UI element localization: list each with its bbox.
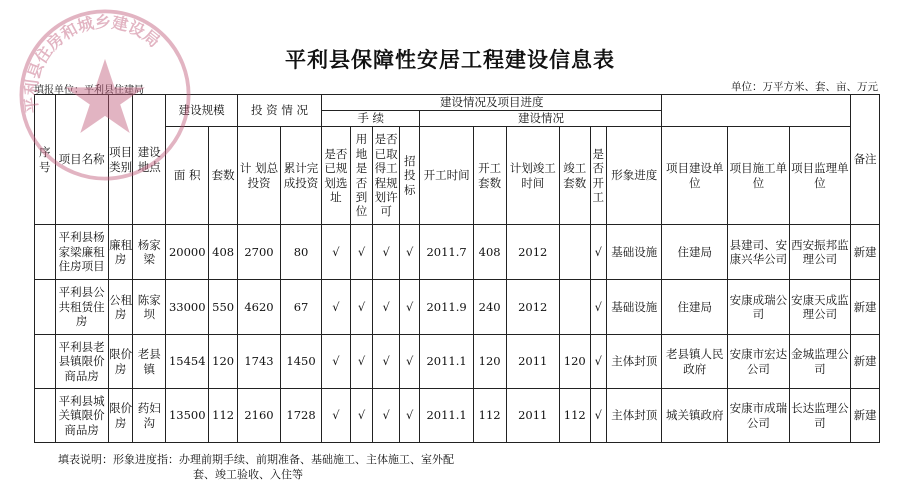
cell-project-name: 平利县城关镇限价商品房 — [55, 389, 108, 443]
footnote-line-2: 套、竣工验收、入住等 — [193, 468, 303, 481]
header-completed-sets: 竣工套数 — [559, 127, 590, 225]
header-started-sets: 开工套数 — [473, 127, 506, 225]
cell-seq — [35, 225, 56, 280]
cell-start-date: 2011.1 — [420, 389, 473, 443]
header-project-name: 项目名称 — [55, 95, 108, 225]
cell-permit: √ — [373, 280, 400, 335]
cell-contractor: 安康成瑞公司 — [728, 280, 790, 335]
cell-completed-sets — [559, 225, 590, 280]
header-seq: 序号 — [35, 95, 56, 225]
cell-site-selected: √ — [322, 280, 351, 335]
cell-cumulative-investment: 67 — [281, 280, 322, 335]
cell-remarks: 新建 — [851, 225, 880, 280]
cell-started: √ — [590, 280, 606, 335]
cell-seq — [35, 280, 56, 335]
cell-builder: 城关镇政府 — [662, 389, 728, 443]
header-site: 建设地点 — [133, 95, 166, 225]
footnote — [58, 452, 454, 482]
footnote-line-1: 填表说明：形象进度指：办理前期手续、前期准备、基础施工、主体施工、室外配 — [58, 453, 454, 466]
header-started: 是否开工 — [590, 127, 606, 225]
header-land-in-place: 用地是否到位 — [350, 127, 373, 225]
header-construction: 建设情况 — [420, 111, 662, 127]
cell-land: √ — [350, 280, 373, 335]
cell-planned-investment: 2160 — [237, 389, 280, 443]
header-builder: 项目建设单位 — [662, 127, 728, 225]
cell-land: √ — [350, 225, 373, 280]
cell-started-sets: 112 — [473, 389, 506, 443]
cell-tender: √ — [399, 335, 420, 389]
cell-progress-stage: 主体封顶 — [607, 389, 662, 443]
cell-builder: 住建局 — [662, 280, 728, 335]
cell-supervisor: 安康天成监理公司 — [789, 280, 851, 335]
header-sets: 套数 — [209, 127, 238, 225]
cell-sets: 120 — [209, 335, 238, 389]
cell-planned-completion: 2011 — [506, 335, 559, 389]
table-row — [35, 280, 880, 335]
cell-planned-investment: 1743 — [237, 335, 280, 389]
cell-site-selected: √ — [322, 225, 351, 280]
cell-started: √ — [590, 335, 606, 389]
cell-start-date: 2011.1 — [420, 335, 473, 389]
cell-remarks: 新建 — [851, 280, 880, 335]
header-progress: 建设情况及项目进度 — [322, 95, 662, 111]
cell-planned-investment: 4620 — [237, 280, 280, 335]
header-progress-stage: 形象进度 — [607, 127, 662, 225]
header-scale: 建设规模 — [166, 95, 238, 127]
cell-land: √ — [350, 389, 373, 443]
cell-builder: 住建局 — [662, 225, 728, 280]
cell-site-selected: √ — [322, 335, 351, 389]
header-area: 面 积 — [166, 127, 209, 225]
header-units-blank — [662, 95, 851, 127]
cell-permit: √ — [373, 335, 400, 389]
header-cumulative-investment: 累计完成投资 — [281, 127, 322, 225]
cell-tender: √ — [399, 225, 420, 280]
header-contractor: 项目施工单位 — [728, 127, 790, 225]
header-planned-completion: 计划竣工时间 — [506, 127, 559, 225]
header-planned-investment: 计 划总投资 — [237, 127, 280, 225]
cell-planned-completion: 2011 — [506, 389, 559, 443]
cell-site: 陈家坝 — [133, 280, 166, 335]
cell-project-name: 平利县杨家梁廉租住房项目 — [55, 225, 108, 280]
cell-started: √ — [590, 389, 606, 443]
reporting-unit: 填报单位：平利县住建局 — [34, 85, 144, 96]
cell-project-type: 廉租房 — [108, 225, 133, 280]
cell-start-date: 2011.7 — [420, 225, 473, 280]
cell-sets: 408 — [209, 225, 238, 280]
cell-contractor: 县建司、安康兴华公司 — [728, 225, 790, 280]
table-row — [35, 389, 880, 443]
cell-contractor: 安康市宏达公司 — [728, 335, 790, 389]
table-row — [35, 225, 880, 280]
cell-started-sets: 120 — [473, 335, 506, 389]
cell-area: 20000 — [166, 225, 209, 280]
cell-tender: √ — [399, 389, 420, 443]
cell-planned-completion: 2012 — [506, 280, 559, 335]
cell-sets: 112 — [209, 389, 238, 443]
cell-progress-stage: 主体封顶 — [607, 335, 662, 389]
cell-project-type: 限价房 — [108, 389, 133, 443]
header-procedures: 手 续 — [322, 111, 420, 127]
cell-start-date: 2011.9 — [420, 280, 473, 335]
cell-completed-sets: 120 — [559, 335, 590, 389]
cell-started-sets: 240 — [473, 280, 506, 335]
cell-site-selected: √ — [322, 389, 351, 443]
cell-site: 药妇沟 — [133, 389, 166, 443]
cell-land: √ — [350, 335, 373, 389]
cell-seq — [35, 335, 56, 389]
cell-progress-stage: 基础设施 — [607, 225, 662, 280]
header-supervisor: 项目监理单位 — [789, 127, 851, 225]
header-start-date: 开工时间 — [420, 127, 473, 225]
cell-site: 杨家梁 — [133, 225, 166, 280]
cell-supervisor: 长达监理公司 — [789, 389, 851, 443]
housing-info-table — [34, 94, 880, 443]
cell-area: 13500 — [166, 389, 209, 443]
unit-note: 单位：万平方米、套、亩、万元 — [731, 81, 878, 93]
cell-area: 15454 — [166, 335, 209, 389]
table-row — [35, 335, 880, 389]
cell-project-type: 公租房 — [108, 280, 133, 335]
cell-seq — [35, 389, 56, 443]
cell-sets: 550 — [209, 280, 238, 335]
cell-tender: √ — [399, 280, 420, 335]
cell-remarks: 新建 — [851, 389, 880, 443]
cell-supervisor: 西安振邦监理公司 — [789, 225, 851, 280]
header-planning-permit: 是否已取得工程规划许可 — [373, 127, 400, 225]
cell-cumulative-investment: 1728 — [281, 389, 322, 443]
header-project-type: 项目类别 — [108, 95, 133, 225]
cell-remarks: 新建 — [851, 335, 880, 389]
cell-progress-stage: 基础设施 — [607, 280, 662, 335]
cell-completed-sets — [559, 280, 590, 335]
cell-cumulative-investment: 80 — [281, 225, 322, 280]
header-tender: 招投标 — [399, 127, 420, 225]
cell-builder: 老县镇人民政府 — [662, 335, 728, 389]
cell-supervisor: 金城监理公司 — [789, 335, 851, 389]
page-title: 平利县保障性安居工程建设信息表 — [285, 48, 615, 72]
cell-area: 33000 — [166, 280, 209, 335]
cell-permit: √ — [373, 225, 400, 280]
cell-started: √ — [590, 225, 606, 280]
cell-site: 老县镇 — [133, 335, 166, 389]
cell-project-name: 平利县公共租赁住房 — [55, 280, 108, 335]
cell-cumulative-investment: 1450 — [281, 335, 322, 389]
seal-text: 平利县住房和城乡建设局 — [21, 12, 164, 115]
cell-planned-completion: 2012 — [506, 225, 559, 280]
cell-contractor: 安康市成瑞公司 — [728, 389, 790, 443]
cell-planned-investment: 2700 — [237, 225, 280, 280]
header-investment: 投 资 情 况 — [237, 95, 321, 127]
cell-project-name: 平利县老县镇限价商品房 — [55, 335, 108, 389]
cell-completed-sets: 112 — [559, 389, 590, 443]
cell-permit: √ — [373, 389, 400, 443]
cell-started-sets: 408 — [473, 225, 506, 280]
header-site-selected: 是否已规划选址 — [322, 127, 351, 225]
cell-project-type: 限价房 — [108, 335, 133, 389]
header-remarks: 备注 — [851, 95, 880, 225]
